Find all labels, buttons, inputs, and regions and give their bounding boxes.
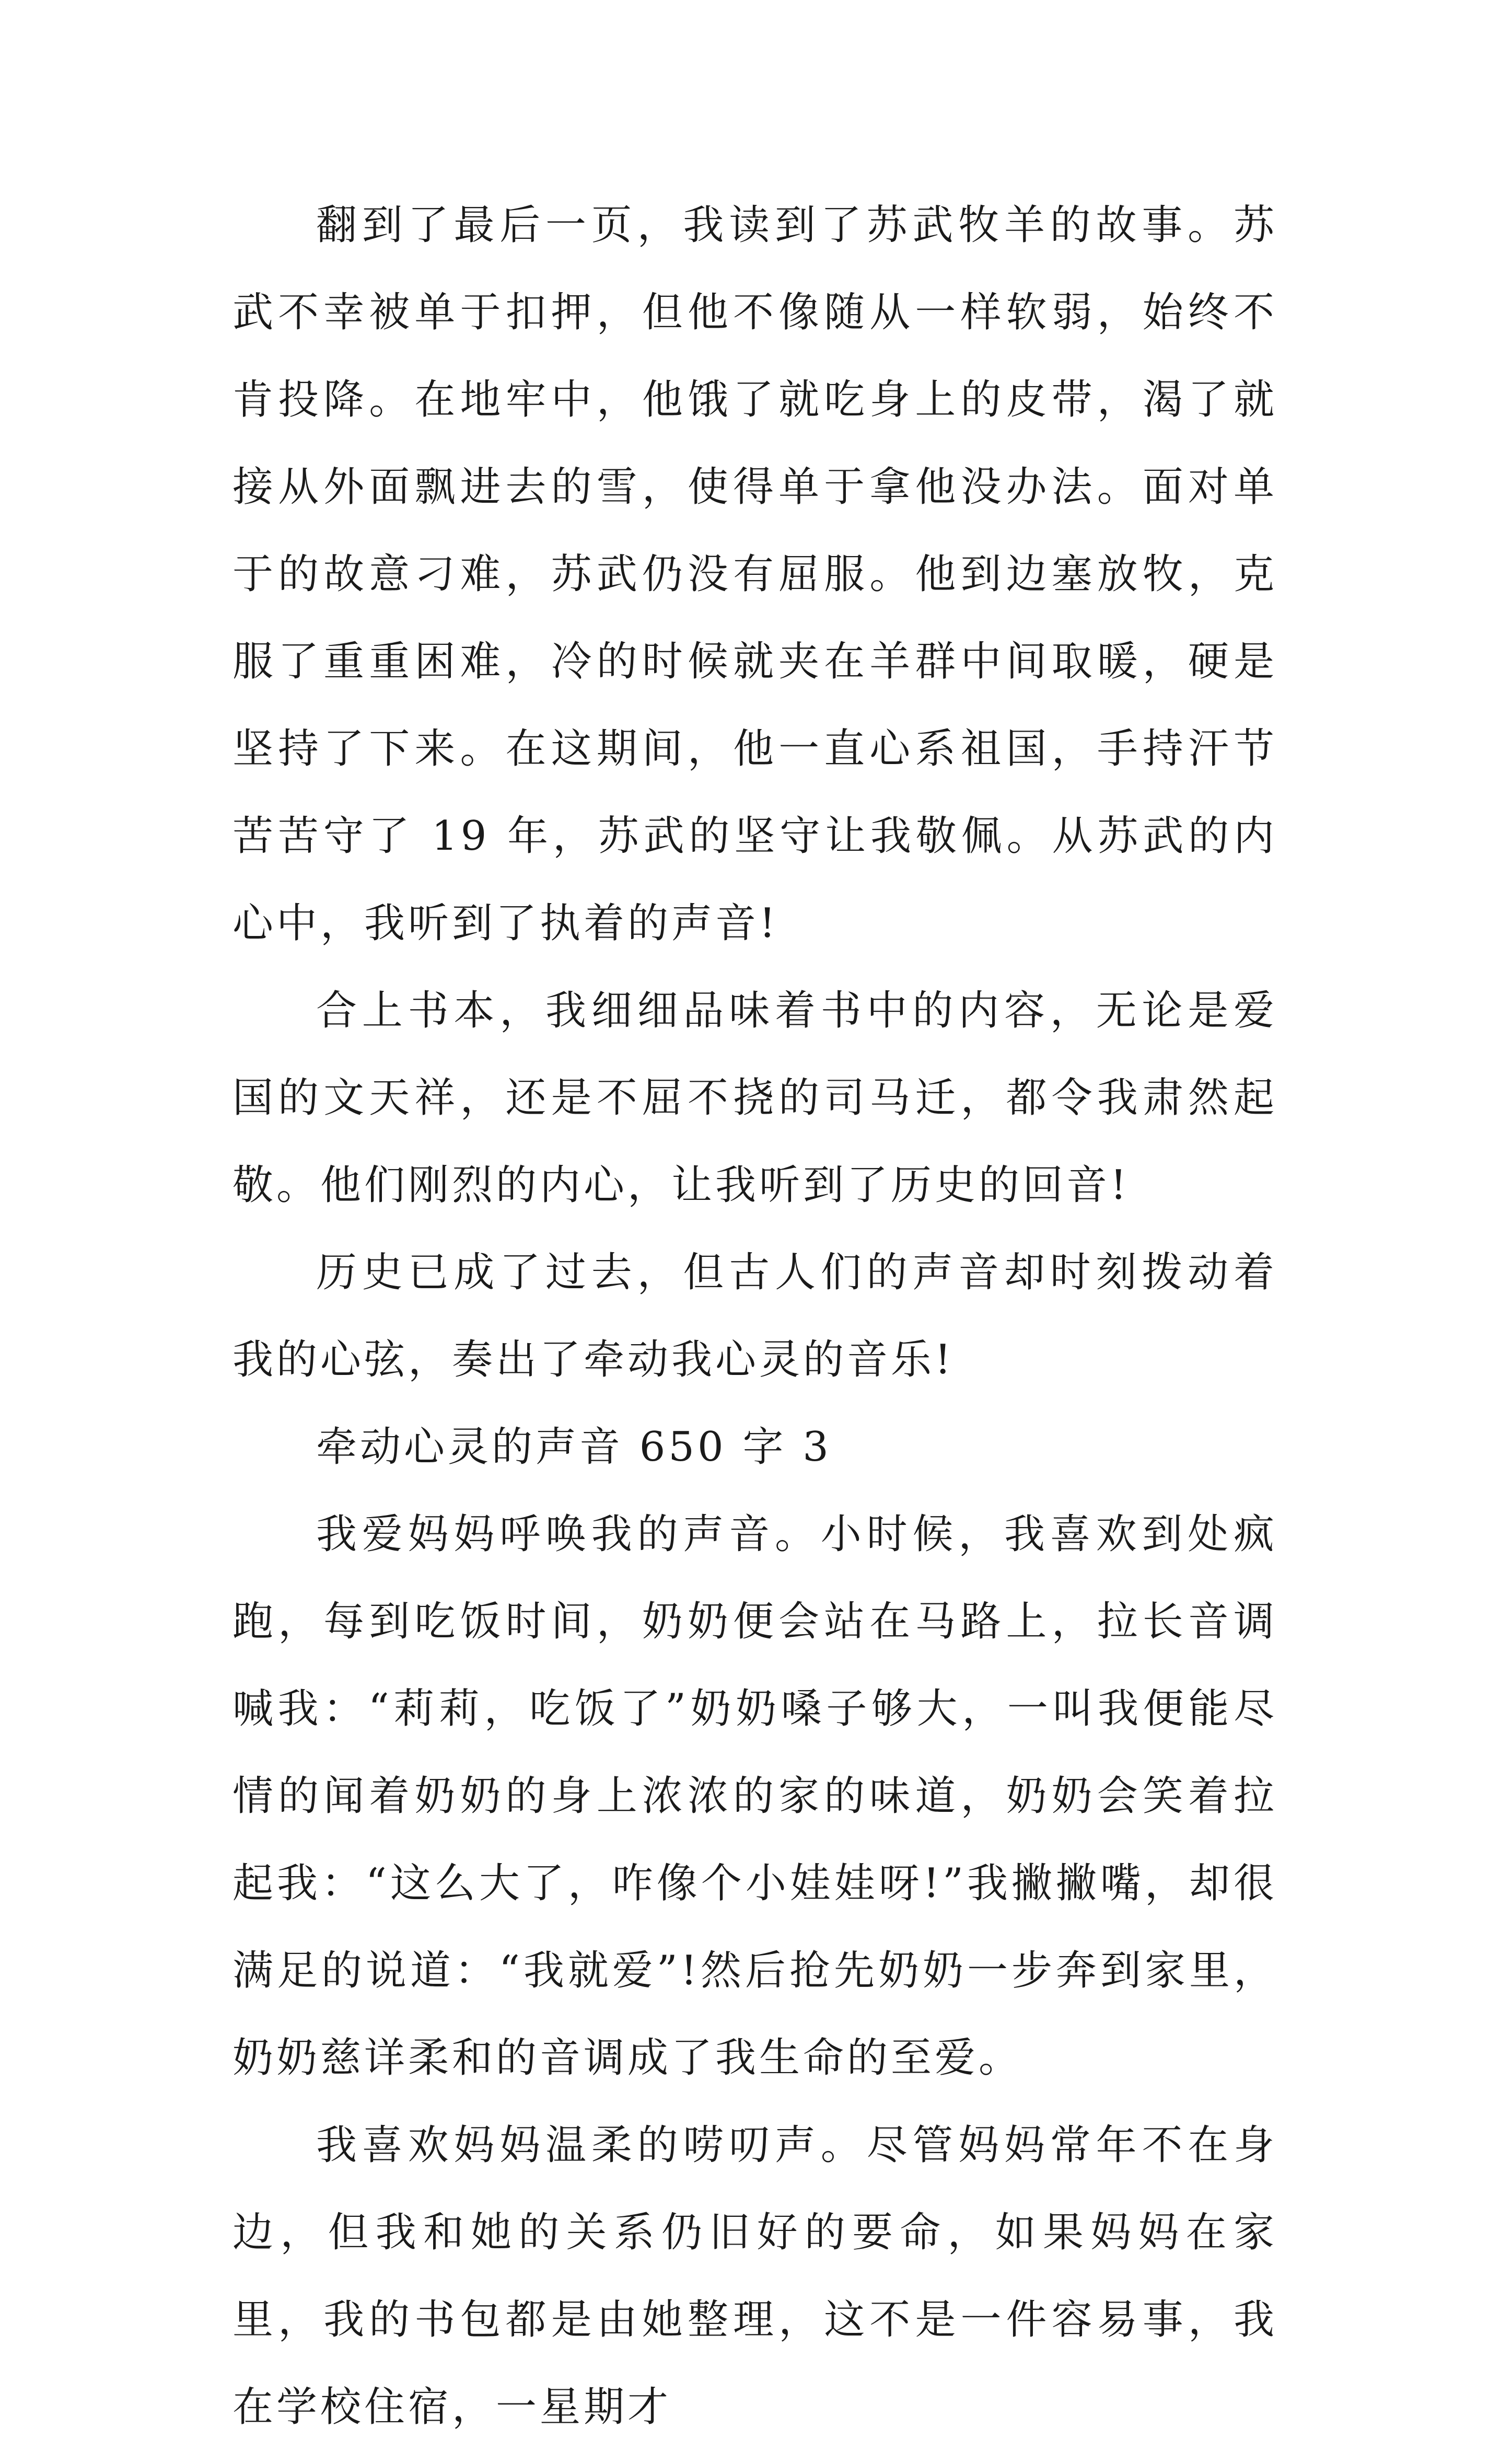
paragraph-closing-book: 合上书本，我细细品味着书中的内容，无论是爱国的文天祥，还是不屈不挠的司马迁，都令我肃然起敬。他们刚烈的内心，让我听到了历史的回音! <box>232 987 1277 1209</box>
paragraph-su-wu: 翻到了最后一页，我读到了苏武牧羊的故事。苏武不幸被单于扣押，但他不像随从一样软弱，始终不肯投降。在地牢中，他饿了就吃身上的皮带，渴了就接从外面飘进去的雪，使得单于拿他没办法。面对单于的故意刁难，苏武仍没有屈服。他到边塞放牧，克服了重重困难，冷的时候就夹在羊群中间取暖，硬是坚持了下来。在这期间，他一直心系祖国，手持汗节苦苦守了 19 年，苏武的坚守让我敬佩。从苏武的内心中，我听到了执着的声音! <box>232 202 1277 947</box>
section-heading: 牵动心灵的声音 650 字 3 <box>316 1424 832 1471</box>
paragraph-history: 历史已成了过去，但古人们的声音却时刻拨动着我的心弦，奏出了牵动我心灵的音乐! <box>232 1249 1277 1383</box>
paragraph-mother-nagging: 我喜欢妈妈温柔的唠叨声。尽管妈妈常年不在身边，但我和她的关系仍旧好的要命，如果妈妈在家里，我的书包都是由她整理，这不是一件容易事，我在学校住宿，一星期才 <box>232 2122 1277 2431</box>
document-body <box>232 182 1277 2451</box>
paragraph-grandma-voice: 我爱妈妈呼唤我的声音。小时候，我喜欢到处疯跑，每到吃饭时间，奶奶便会站在马路上，拉长音调喊我：“莉莉，吃饭了”奶奶嗓子够大，一叫我便能尽情的闻着奶奶的身上浓浓的家的味道，奶奶会笑着拉起我：“这么大了，咋像个小娃娃呀!”我撇撇嘴，却很满足的说道：“我就爱”!然后抢先奶奶一步奔到家里，奶奶慈详柔和的音调成了我生命的至爱。 <box>232 1511 1277 2082</box>
